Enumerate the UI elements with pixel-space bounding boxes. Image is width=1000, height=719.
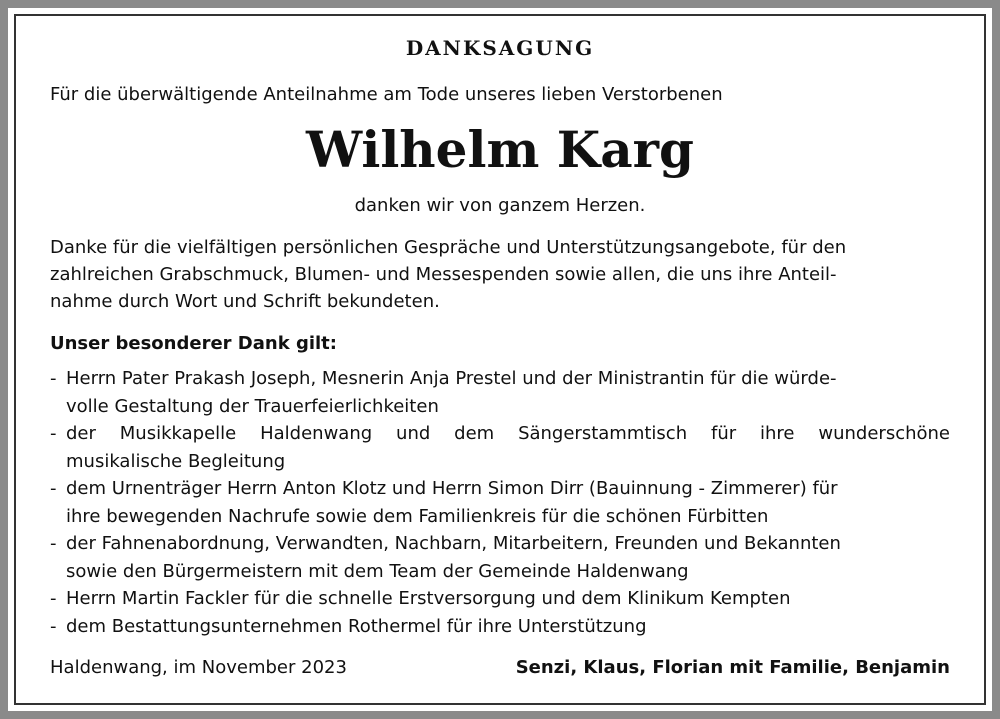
list-item [50,365,950,420]
list-item [50,613,950,641]
list-item-line: - dem Bestattungsunternehmen Rothermel für ihre Unterstützung [66,615,647,637]
thanks-list [50,365,950,640]
list-item-line: - der Musikkapelle Haldenwang und dem Sängerstammtisch für ihre wunderschöne [66,423,950,444]
list-item-line: musikalische Begleitung [66,450,286,472]
list-item [50,420,950,475]
paragraph-line: zahlreichen Grabschmuck, Blumen- und Messespenden sowie allen, die uns ihre Anteil- [50,264,837,285]
list-item-line: - Herrn Martin Fackler für die schnelle Erstversorgung und dem Klinikum Kempten [66,588,791,609]
list-item-line: ihre bewegenden Nachrufe sowie dem Familienkreis für die schönen Fürbitten [66,505,769,527]
family-signature: Senzi, Klaus, Florian mit Familie, Benjamin [515,657,950,678]
list-item-line: sowie den Bürgermeistern mit dem Team der Gemeinde Haldenwang [66,560,689,582]
deceased-name: Wilhelm Karg [306,120,694,179]
list-item [50,585,950,613]
notice-heading: DANKSAGUNG [405,36,595,60]
special-thanks-heading: Unser besonderer Dank gilt: [50,333,337,354]
list-item-line: - Herrn Pater Prakash Joseph, Mesnerin Anja Prestel und der Ministrantin für die würde- [66,368,837,389]
list-item [50,475,950,530]
thanks-line: danken wir von ganzem Herzen. [354,195,646,216]
paragraph-line: Danke für die vielfältigen persönlichen Gespräche und Unterstützungsangebote, für den [50,237,847,258]
list-item-line: - der Fahnenabordnung, Verwandten, Nachbarn, Mitarbeitern, Freunden und Bekannten [66,533,841,554]
list-item-line: - dem Urnenträger Herrn Anton Klotz und Herrn Simon Dirr (Bauinnung - Zimmerer) für [66,478,838,499]
intro-text: Für die überwältigende Anteilnahme am Tode unseres lieben Verstorbenen [50,84,723,105]
list-item-line: volle Gestaltung der Trauerfeierlichkeiten [66,395,439,417]
thanks-paragraph [50,234,950,315]
place-date: Haldenwang, im November 2023 [50,657,347,678]
list-item [50,530,950,585]
paragraph-line: nahme durch Wort und Schrift bekundeten. [50,291,440,312]
